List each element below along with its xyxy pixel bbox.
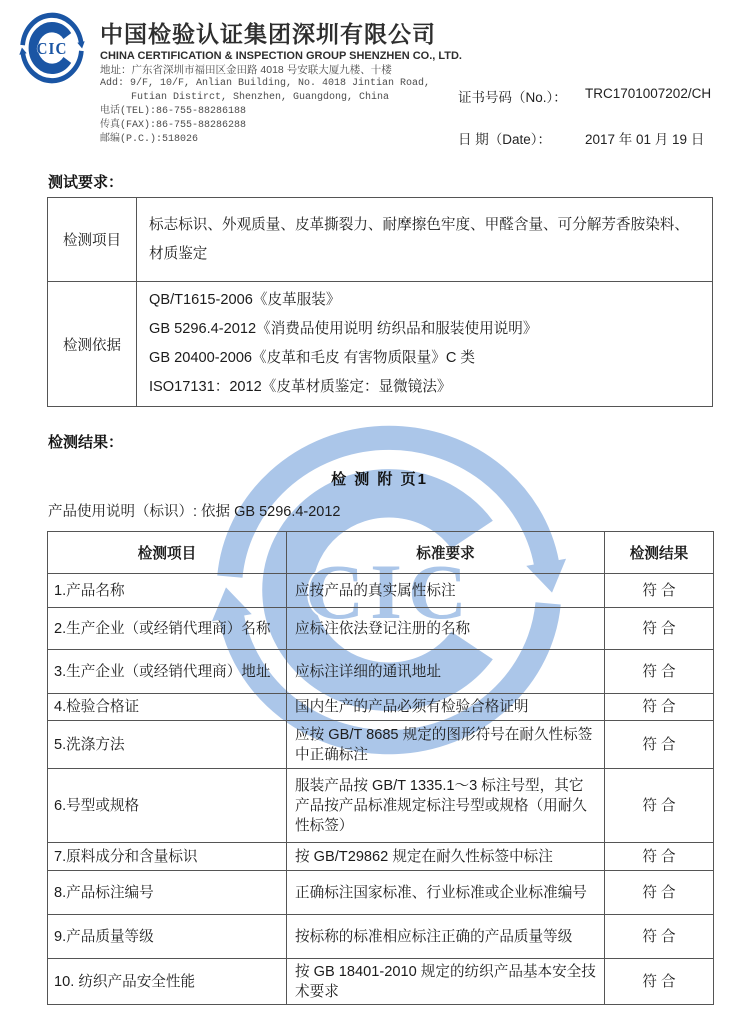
- cell-result: 符 合: [605, 694, 714, 721]
- cell-result: 符 合: [605, 915, 714, 959]
- basis-line: GB 5296.4-2012《消费品使用说明 纺织品和服装使用说明》: [149, 321, 538, 337]
- cic-logo-icon: [16, 8, 88, 88]
- address-line-en-1: Add: 9/F, 10/F, Anlian Building, No. 4018 Jintian Road,: [100, 78, 431, 89]
- cell-item: 3.生产企业（或经销代理商）地址: [48, 650, 287, 694]
- table-row: [48, 650, 714, 694]
- cell-item: 10. 纺织产品安全性能: [48, 959, 287, 1005]
- product-label-note: 产品使用说明（标识）: 依据 GB 5296.4-2012: [48, 504, 341, 520]
- cell-item: 5.洗涤方法: [48, 721, 287, 769]
- table-row: [48, 198, 713, 282]
- cell-item: 4.检验合格证: [48, 694, 287, 721]
- certificate-number-label: 证书号码（No.）：: [458, 90, 567, 105]
- table-row: [48, 694, 714, 721]
- table-row: [48, 574, 714, 608]
- company-name-cn: 中国检验认证集团深圳有限公司: [100, 21, 436, 47]
- certificate-number-value: TRC1701007202/CH: [585, 86, 712, 101]
- phone-line: 电话(TEL):86-755-88286188: [100, 106, 247, 117]
- basis-line: GB 20400-2006《皮革和毛皮 有害物质限量》C 类: [149, 350, 476, 366]
- table-row: [48, 608, 714, 650]
- cell-requirement: 正确标注国家标准、行业标准或企业标准编号: [287, 871, 605, 915]
- cell-requirement: 应按 GB/T 8685 规定的图形符号在耐久性标签中正确标注: [287, 721, 605, 769]
- table-row: [48, 282, 713, 407]
- col-header-result: 检测结果: [605, 532, 714, 574]
- table-row: [48, 769, 714, 843]
- cell-item: 9.产品质量等级: [48, 915, 287, 959]
- cell-result: 符 合: [605, 959, 714, 1005]
- certificate-meta: [458, 86, 711, 148]
- test-requirements-table: [47, 197, 713, 407]
- cell-item: 6.号型或规格: [48, 769, 287, 843]
- cell-result: 符 合: [605, 650, 714, 694]
- cell-requirement: 国内生产的产品必须有检验合格证明: [287, 694, 605, 721]
- cell-requirement: 按 GB/T29862 规定在耐久性标签中标注: [287, 843, 605, 871]
- table-row: [48, 915, 714, 959]
- cell-requirement: 应标注详细的通讯地址: [287, 650, 605, 694]
- basis-line: QB/T1615-2006《皮革服装》: [149, 292, 341, 308]
- cell-test-basis: [137, 282, 713, 407]
- cell-item: 7.原料成分和含量标识: [48, 843, 287, 871]
- cell-result: 符 合: [605, 608, 714, 650]
- cell-item: 1.产品名称: [48, 574, 287, 608]
- cell-result: 符 合: [605, 574, 714, 608]
- col-header-requirement: 标准要求: [287, 532, 605, 574]
- certificate-date-label: 日 期（Date）：: [458, 132, 552, 147]
- cell-result: 符 合: [605, 871, 714, 915]
- certificate-date-value: 2017 年 01 月 19 日: [585, 132, 705, 147]
- cell-requirement: 应标注依法登记注册的名称: [287, 608, 605, 650]
- postcode-line: 邮编(P.C.):518026: [100, 134, 199, 145]
- table-row: [48, 721, 714, 769]
- cell-requirement: 按标称的标准相应标注正确的产品质量等级: [287, 915, 605, 959]
- basis-line: ISO17131：2012《皮革材质鉴定：显微镜法》: [149, 379, 452, 395]
- cell-test-items: 标志标识、外观质量、皮革撕裂力、耐摩擦色牢度、甲醛含量、可分解芳香胺染料、材质鉴定: [137, 198, 713, 282]
- section-title-test-results: 检测结果：: [48, 434, 124, 451]
- cell-item: 2.生产企业（或经销代理商）名称: [48, 608, 287, 650]
- table-header-row: [48, 532, 714, 574]
- company-name-en: CHINA CERTIFICATION & INSPECTION GROUP SHENZHEN CO., LTD.: [100, 50, 462, 62]
- attachment-page-title: 检 测 附 页1: [331, 471, 428, 488]
- certificate-date-row: [458, 128, 711, 148]
- table-row: [48, 843, 714, 871]
- cell-item: 8.产品标注编号: [48, 871, 287, 915]
- section-title-test-requirements: 测试要求：: [48, 174, 124, 191]
- cell-result: 符 合: [605, 769, 714, 843]
- fax-line: 传真(FAX):86-755-88286288: [100, 120, 247, 131]
- cell-requirement: 按 GB 18401-2010 规定的纺织产品基本安全技术要求: [287, 959, 605, 1005]
- row-label-test-items: 检测项目: [48, 198, 137, 282]
- row-label-test-basis: 检测依据: [48, 282, 137, 407]
- col-header-item: 检测项目: [48, 532, 287, 574]
- cell-result: 符 合: [605, 721, 714, 769]
- certificate-number-row: [458, 86, 711, 106]
- cell-result: 符 合: [605, 843, 714, 871]
- cell-requirement: 服装产品按 GB/T 1335.1～3 标注号型，其它产品按产品标准规定标注号型或规格（用耐久性标签）: [287, 769, 605, 843]
- table-row: [48, 871, 714, 915]
- table-row: [48, 959, 714, 1005]
- address-line-cn: 地址：广东省深圳市福田区金田路 4018 号安联大厦九楼、十楼: [100, 64, 392, 76]
- cell-requirement: 应按产品的真实属性标注: [287, 574, 605, 608]
- company-header: [100, 22, 462, 146]
- results-table: [47, 531, 714, 1005]
- address-line-en-2: Futian Distirct, Shenzhen, Guangdong, China: [131, 92, 390, 103]
